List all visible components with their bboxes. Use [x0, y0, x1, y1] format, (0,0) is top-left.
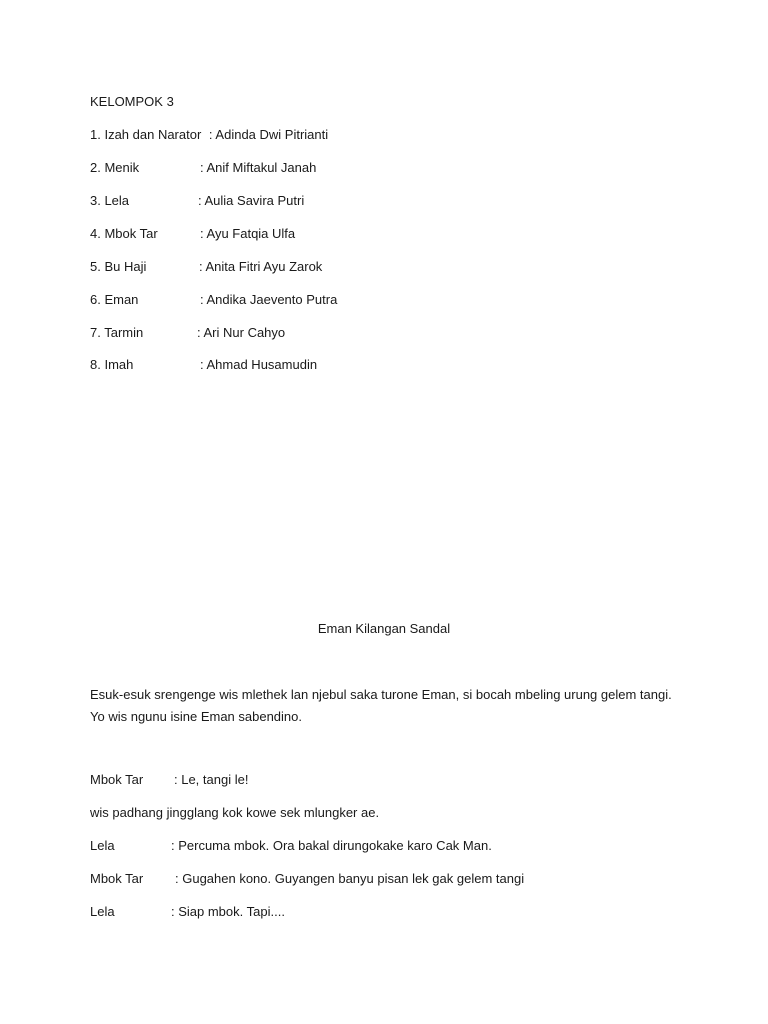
cast-row	[90, 259, 323, 275]
cast-actor: : Anif Miftakul Janah	[200, 160, 317, 175]
dialogue-text: : Percuma mbok. Ora bakal dirungokake karo Cak Man.	[171, 838, 492, 853]
cast-row	[90, 226, 296, 242]
cast-actor: : Anita Fitri Ayu Zarok	[199, 259, 323, 274]
cast-role: 3. Lela	[90, 193, 130, 208]
dialogue-text: : Le, tangi le!	[174, 772, 249, 787]
cast-row	[90, 193, 305, 209]
cast-role: 1. Izah dan Narator	[90, 127, 202, 142]
story-title: Eman Kilangan Sandal	[317, 621, 451, 636]
dialogue-line	[90, 838, 492, 854]
cast-row	[90, 357, 318, 373]
cast-actor: : Ahmad Husamudin	[200, 357, 318, 372]
cast-role: 4. Mbok Tar	[90, 226, 158, 241]
cast-row	[90, 325, 286, 341]
dialogue-speaker: Lela	[90, 838, 115, 853]
dialogue-line	[90, 772, 249, 788]
dialogue-text: : Gugahen kono. Guyangen banyu pisan lek gak gelem tangi	[175, 871, 525, 886]
dialogue-line	[90, 871, 525, 887]
intro-paragraph: Esuk-esuk srengenge wis mlethek lan njebul saka turone Eman, si bocah mbeling urung gelem tangi. Yo wis ngunu isine Eman sabendino.	[90, 687, 672, 724]
dialogue-continuation: wis padhang jingglang kok kowe sek mlungker ae.	[90, 805, 380, 820]
cast-row	[90, 127, 328, 143]
dialogue-speaker: Lela	[90, 904, 115, 919]
dialogue-line	[90, 904, 285, 920]
cast-row	[90, 292, 338, 308]
cast-role: 2. Menik	[90, 160, 140, 175]
dialogue-speaker: Mbok Tar	[90, 871, 144, 886]
cast-role: 7. Tarmin	[90, 325, 144, 340]
cast-role: 6. Eman	[90, 292, 139, 307]
cast-actor: : Adinda Dwi Pitrianti	[208, 127, 329, 142]
cast-actor: : Ayu Fatqia Ulfa	[200, 226, 296, 241]
dialogue-speaker: Mbok Tar	[90, 772, 144, 787]
group-title: KELOMPOK 3	[90, 94, 174, 109]
cast-actor: : Andika Jaevento Putra	[200, 292, 338, 307]
cast-role: 5. Bu Haji	[90, 259, 147, 274]
cast-actor: : Aulia Savira Putri	[198, 193, 305, 208]
cast-row	[90, 160, 317, 176]
cast-role: 8. Imah	[90, 357, 134, 372]
cast-actor: : Ari Nur Cahyo	[197, 325, 286, 340]
dialogue-text: : Siap mbok. Tapi....	[171, 904, 285, 919]
